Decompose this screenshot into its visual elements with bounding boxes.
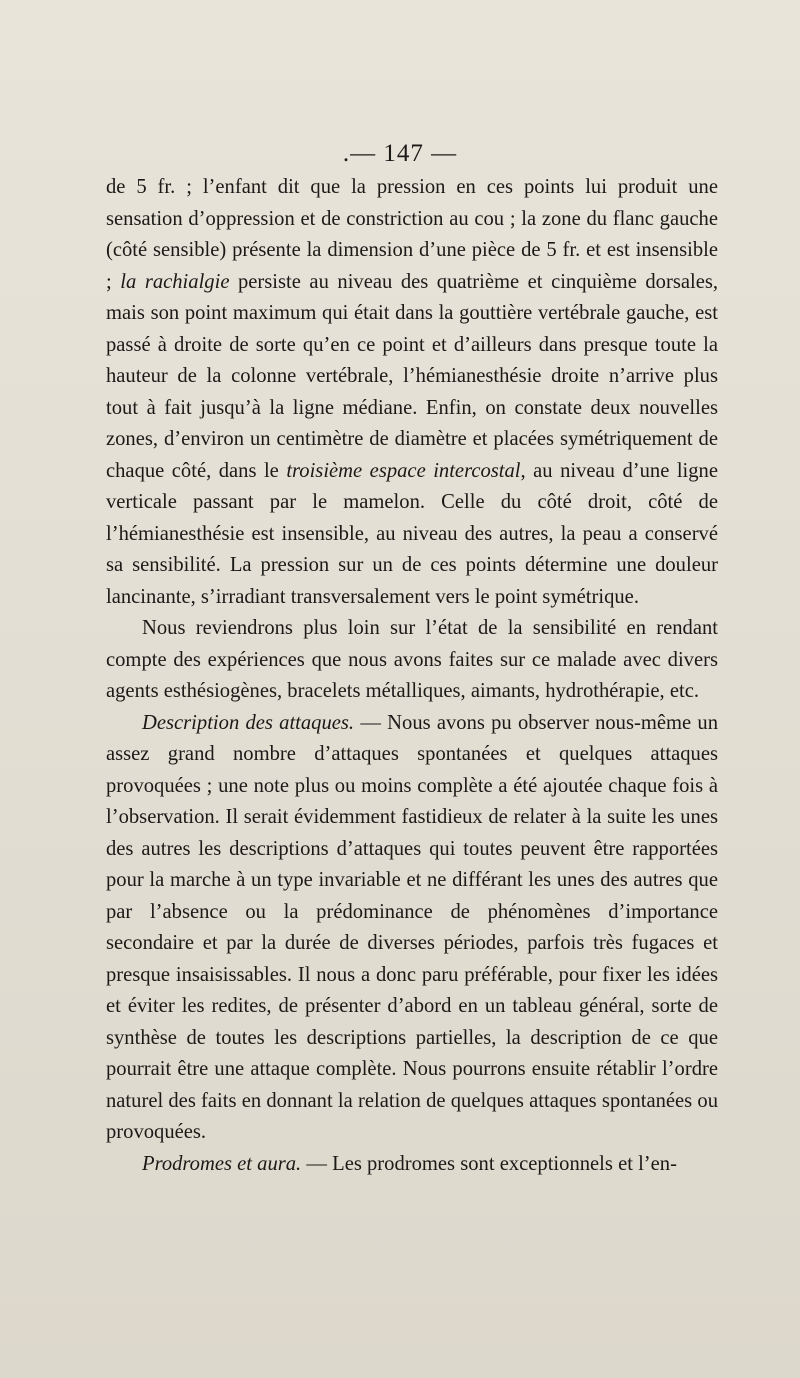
paragraph [106,613,718,708]
text-run: de 5 fr. ; l’enfant dit que la pression en ces points lui produit une sensation d’oppression et de constriction au cou ; la zone du flanc gauche (côté sensible) présente la dimension d’une pièce de 5 fr. et est insensible ; [106,176,718,293]
text-run: Nous reviendrons plus loin sur l’état de la sensibilité en rendant compte des expériences que nous avons faites sur ce malade avec divers agents esthésiogènes, bracelets métalliques, aimants, hydrothérapie, etc. [106,617,718,702]
text-run: — Les prodromes sont exceptionnels et l’en- [301,1152,677,1175]
paragraph [106,1149,718,1181]
page-number: .— 147 — [342,140,458,167]
text-run: , au niveau d’une ligne verticale passant par le mamelon. Celle du côté droit, côté de l’hémianesthésie est insensible, au niveau des autres, la peau a conservé sa sensibilité. La pression sur un de ces points détermine une douleur lancinante, s’irradiant transversalement vers le point symétrique. [106,459,718,608]
italic-phrase: Description des attaques. [142,711,355,734]
italic-phrase: la rachialgie [120,270,230,293]
paragraph [106,708,718,1149]
body-text [106,172,718,1180]
text-run: persiste au niveau des quatrième et cinquième dorsales, mais son point maximum qui était dans la gouttière vertébrale gauche, est passé à droite de sorte qu’en ce point et d’ailleurs dans presque toute la hauteur de la colonne vertébrale, l’hémianesthésie droite n’arrive plus tout à fait jusqu’à la ligne médiane. Enfin, on constate deux nouvelles zones, d’environ un centimètre de diamètre et placées symétriquement de chaque côté, dans le [106,270,718,482]
paragraph [106,172,718,613]
text-run: — Nous avons pu observer nous-même un assez grand nombre d’attaques spontanées et quelques attaques provoquées ; une note plus ou moins complète a été ajoutée chaque fois à l’observation. Il serait évidemment fastidieux de relater à la suite les unes des autres les descriptions d’attaques qui toutes peuvent être rapportées pour la marche à un type invariable et ne différant les unes des autres que par l’absence ou la prédominance de phénomènes d’importance secondaire et par la durée de diverses périodes, parfois très fugaces et presque insaisissables. Il nous a donc paru préférable, pour fixer les idées et éviter les redites, de présenter d’abord en un tableau général, sorte de synthèse de toutes les descriptions partielles, la description de ce que pourrait être une attaque complète. Nous pourrons ensuite rétablir l’ordre naturel des faits en donnant la relation de quelques attaques spontanées ou provoquées. [106,711,718,1143]
italic-phrase: troisième espace intercostal [286,459,521,482]
italic-phrase: Prodromes et aura. [142,1152,302,1175]
